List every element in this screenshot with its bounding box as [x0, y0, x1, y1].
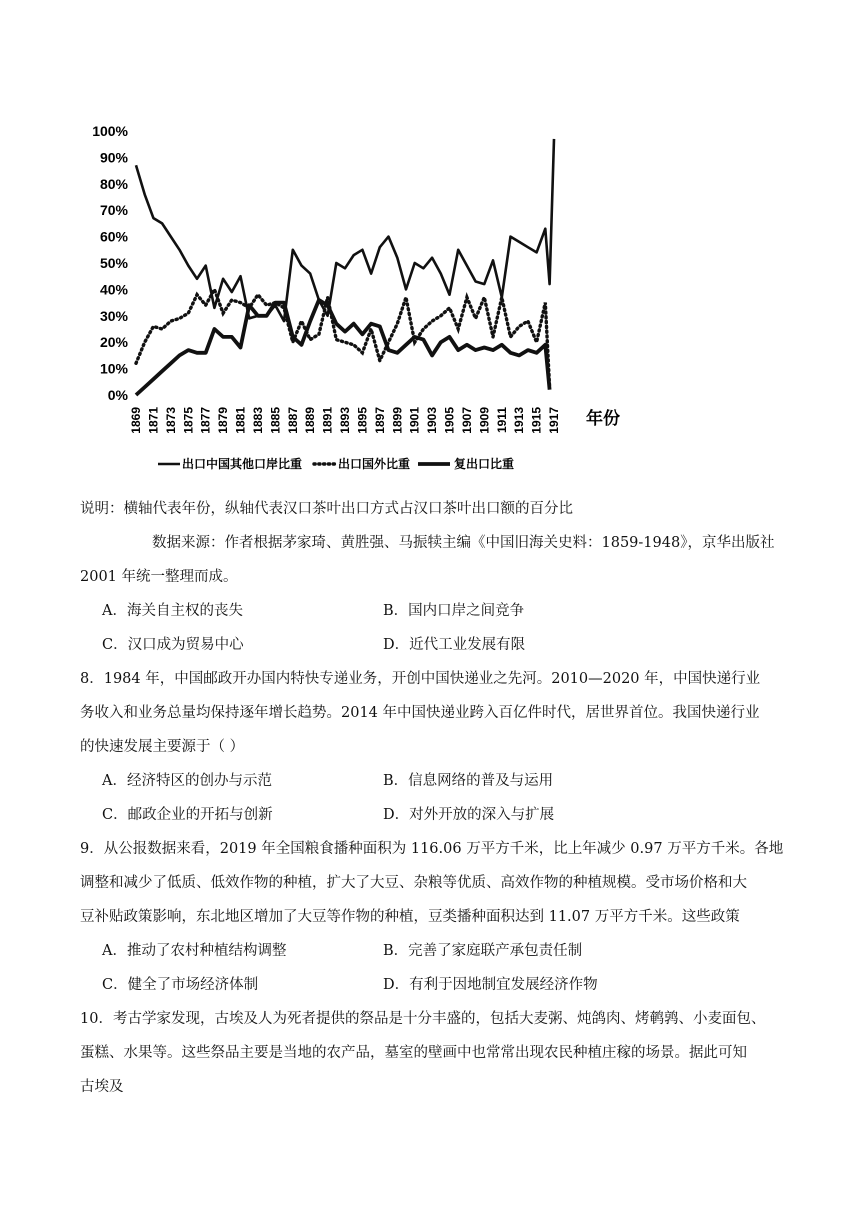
- q7-option-a[interactable]: A．海关自主权的丧失: [102, 603, 243, 619]
- y-tick-label: 50%: [99, 255, 128, 271]
- q8-stem-3: 的快速发展主要源于（ ）: [80, 739, 245, 755]
- y-tick-label: 0%: [107, 387, 128, 403]
- q8-options: [80, 764, 820, 832]
- x-tick-label: 1913: [512, 407, 527, 434]
- x-tick-label: 1883: [250, 407, 265, 434]
- x-tick-label: 1879: [216, 407, 231, 434]
- series-line-1: [136, 139, 554, 321]
- x-tick-label: 1909: [477, 407, 492, 434]
- x-tick-label: 1903: [425, 407, 440, 434]
- q8-option-c[interactable]: C．邮政企业的开拓与创新: [102, 807, 273, 823]
- legend-label-3: 复出口比重: [454, 457, 515, 471]
- x-tick-label: 1897: [372, 407, 387, 434]
- q9-option-d[interactable]: D．有利于因地制宜发展经济作物: [383, 977, 598, 993]
- q10-stem-3: 古埃及: [80, 1079, 124, 1095]
- q9-option-c[interactable]: C．健全了市场经济体制: [102, 977, 259, 993]
- x-tick-label: 1893: [338, 407, 352, 434]
- q9-stem-2: 调整和减少了低质、低效作物的种植，扩大了大豆、杂粮等优质、高效作物的种植规模。受市场价格和大: [80, 875, 747, 891]
- x-tick-label: 1881: [233, 407, 248, 434]
- x-tick-label: 1885: [268, 407, 283, 434]
- chart-svg: [80, 118, 680, 488]
- q8-option-b[interactable]: B．信息网络的普及与运用: [383, 773, 554, 789]
- x-tick-label: 1891: [320, 407, 335, 434]
- x-tick-label: 1899: [390, 407, 405, 434]
- q9-stem-1: 9．从公报数据来看，2019 年全国粮食播种面积为 116.06 万平方千米，比上年减少 0.97 万平方千米。各地: [80, 841, 784, 857]
- y-tick-label: 80%: [99, 175, 128, 192]
- q8-option-a[interactable]: A．经济特区的创办与示范: [102, 773, 272, 789]
- x-tick-label: 1917: [547, 407, 561, 434]
- x-axis-label: 年份: [586, 409, 620, 428]
- chart-note: 说明：横轴代表年份，纵轴代表汉口茶叶出口方式占汉口茶叶出口额的百分比: [80, 501, 573, 517]
- q9-option-b[interactable]: B．完善了家庭联产承包责任制: [383, 943, 583, 959]
- q8-option-d[interactable]: D．对外开放的深入与扩展: [383, 807, 555, 823]
- y-tick-label: 20%: [99, 334, 128, 351]
- y-tick-label: 100%: [92, 123, 128, 139]
- x-tick-label: 1915: [529, 407, 544, 434]
- chart-source: 数据来源：作者根据茅家琦、黄胜强、马振犊主编《中国旧海关史料：1859-1948》，京华出版社: [152, 535, 775, 551]
- q7-option-b[interactable]: B．国内口岸之间竞争: [383, 603, 525, 619]
- x-tick-label: 1875: [181, 407, 196, 434]
- q9-stem-3: 豆补贴政策影响，东北地区增加了大豆等作物的种植，豆类播种面积达到 11.07 万平方千米。这些政策: [80, 909, 740, 925]
- legend-label-1: 出口中国其他口岸比重: [182, 457, 303, 471]
- x-tick-label: 1869: [129, 407, 143, 434]
- q8-stem-2: 务收入和业务总量均保持逐年增长趋势。2014 年中国快递业跨入百亿件时代，居世界首位。我国快递行业: [80, 705, 760, 721]
- y-tick-label: 60%: [99, 228, 128, 245]
- y-tick-label: 40%: [99, 281, 128, 298]
- x-tick-label: 1895: [355, 407, 370, 434]
- q7-options: [80, 594, 820, 662]
- y-tick-label: 90%: [99, 149, 128, 166]
- series-line-2: [136, 289, 550, 387]
- x-tick-label: 1889: [303, 407, 318, 434]
- x-tick-label: 1905: [442, 407, 457, 434]
- question-text: [80, 492, 820, 1104]
- y-tick-label: 30%: [99, 307, 128, 324]
- tea-export-chart: [80, 118, 680, 488]
- x-tick-label: 1871: [146, 407, 161, 434]
- x-tick-label: 1873: [163, 407, 178, 434]
- legend-label-2: 出口国外比重: [338, 457, 411, 471]
- q10-stem-1: 10．考古学家发现，古埃及人为死者提供的祭品是十分丰盛的，包括大麦粥、炖鸽肉、烤鹌鹑、小麦面包、: [80, 1011, 766, 1027]
- q9-options: [80, 934, 820, 1002]
- q9-option-a[interactable]: A．推动了农村种植结构调整: [102, 943, 287, 959]
- q7-option-c[interactable]: C．汉口成为贸易中心: [102, 637, 244, 653]
- x-tick-label: 1911: [494, 407, 509, 434]
- y-tick-label: 70%: [99, 202, 128, 219]
- x-tick-label: 1877: [198, 407, 213, 434]
- chart-source-cont: 2001 年统一整理而成。: [80, 569, 238, 585]
- y-tick-label: 10%: [99, 360, 128, 377]
- x-tick-label: 1907: [459, 407, 474, 434]
- x-tick-label: 1887: [285, 407, 300, 434]
- x-tick-label: 1901: [407, 407, 422, 434]
- q10-stem-2: 蛋糕、水果等。这些祭品主要是当地的农产品，墓室的壁画中也常常出现农民种植庄稼的场景。据此可知: [80, 1045, 747, 1061]
- q8-stem-1: 8．1984 年，中国邮政开办国内特快专递业务，开创中国快递业之先河。2010—2020 年，中国快递行业: [80, 671, 761, 687]
- q7-option-d[interactable]: D．近代工业发展有限: [383, 637, 526, 653]
